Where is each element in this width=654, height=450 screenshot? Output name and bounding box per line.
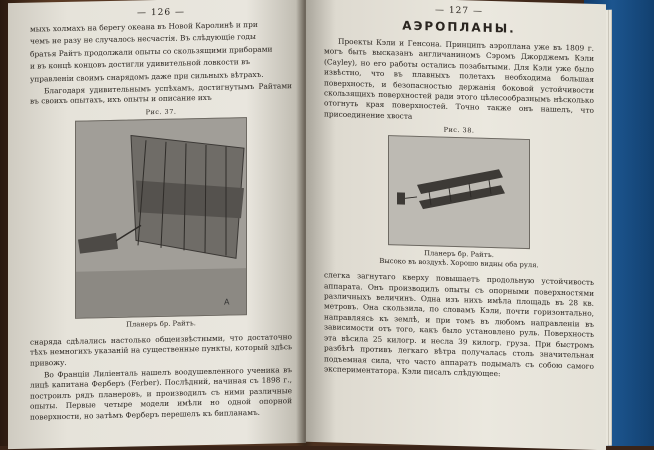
text-line: чемъ не разу не случалось несчастiя. Въ слѣдующiе годы: [30, 32, 256, 47]
figure-label: Рис. 38.: [443, 125, 475, 135]
section-title: АЭРОПЛАНЫ.: [402, 18, 516, 36]
figure-caption: [324, 247, 594, 273]
left-page: [8, 0, 306, 449]
page-number: — 127 —: [435, 5, 483, 17]
text-line: и въ концѣ концовъ достигли удивительной ловкости въ: [30, 57, 250, 71]
right-page: [306, 0, 606, 450]
glider-photo: [75, 117, 247, 319]
text-line: братья Райтъ продолжали опыты со скользящими приборами: [30, 44, 273, 59]
paragraph: Проекты Кэли и Генсона. Принципъ аэроплана уже въ 1809 г. могъ быть высказанъ англичаниномъ Сэромъ Джорджемъ Кэли (Cayley), но его работы остались позабытыми. Для Кэли уже было извѣстно, что въ плавныхъ полетахъ необходима большая поверхность, и безопасностью держанiя боковой устойчивости скользящихъ поверхностей ради этого цѣлесообразнымъ нѣсколько отогнуть края поверхностей. Точно также онъ нашелъ, что присоединение хвоста: [324, 36, 594, 121]
text-line: управленiи своимъ снарядомъ даже при сильныхъ вѣтрахъ.: [30, 69, 264, 84]
page-number: — 126 —: [137, 7, 185, 19]
caption-line: Планеръ бр. Райтъ.: [424, 249, 494, 260]
svg-text:A: A: [224, 297, 230, 307]
text-line: мыхъ холмахъ на берегу океана въ Новой Каролинѣ и при: [30, 19, 258, 34]
paragraph: слегка загнутаго кверху повышаетъ продольную устойчивость аппарата. Онъ производилъ опыты съ опорными поверхностями различныхъ величинъ. Одна изъ нихъ имѣла площадь въ 28 кв. метровъ. Она скользила, по словамъ Кэли, почти горизонтально, направляясь къ землѣ, и при томъ въ любомъ направленiи въ зависимости отъ того, какъ было установлено руль. Поверхность эта вѣсила 25 килогр. и несла 39 килогр. груза. При быстромъ разбѣгѣ противъ легкаго вѣтра получалась столь значительная подъемная сила, что часто аппаратъ подымалъ съ собою самого экспериментатора. Кэли писалъ слѣдующее:: [324, 270, 594, 379]
paragraph: Во Францiи Лилiенталь нашелъ воодушевленного ученика въ лицѣ капитана Ферберъ (Ferber). Послѣдний, начиная съ 1898 г., построилъ рядъ планеровъ, и производилъ съ ними различные опыты. Первые четыре модели имѣли но одной опорной поверхности, но затѣмъ Ферберъ перешелъ къ бипланамъ.: [30, 365, 292, 422]
figure-label: Рис. 37.: [145, 107, 177, 117]
paragraph: Благодаря удивительнымъ успѣхамъ, достигнутымъ Райтами въ своихъ опытахъ, ихъ опыты и описание ихъ: [30, 81, 292, 107]
glider-photo: [388, 135, 530, 249]
paragraph: снаряда сдѣлались настолько общеизвѣстными, что достаточно тѣхъ немногихъ указанiй на существенные пункты, который здѣсь привожу.: [30, 332, 292, 368]
caption-line: Высоко въ воздухѣ. Хорошо видны оба руля.: [379, 257, 539, 270]
figure-caption: Планеръ бр. Райтъ.: [126, 319, 196, 329]
